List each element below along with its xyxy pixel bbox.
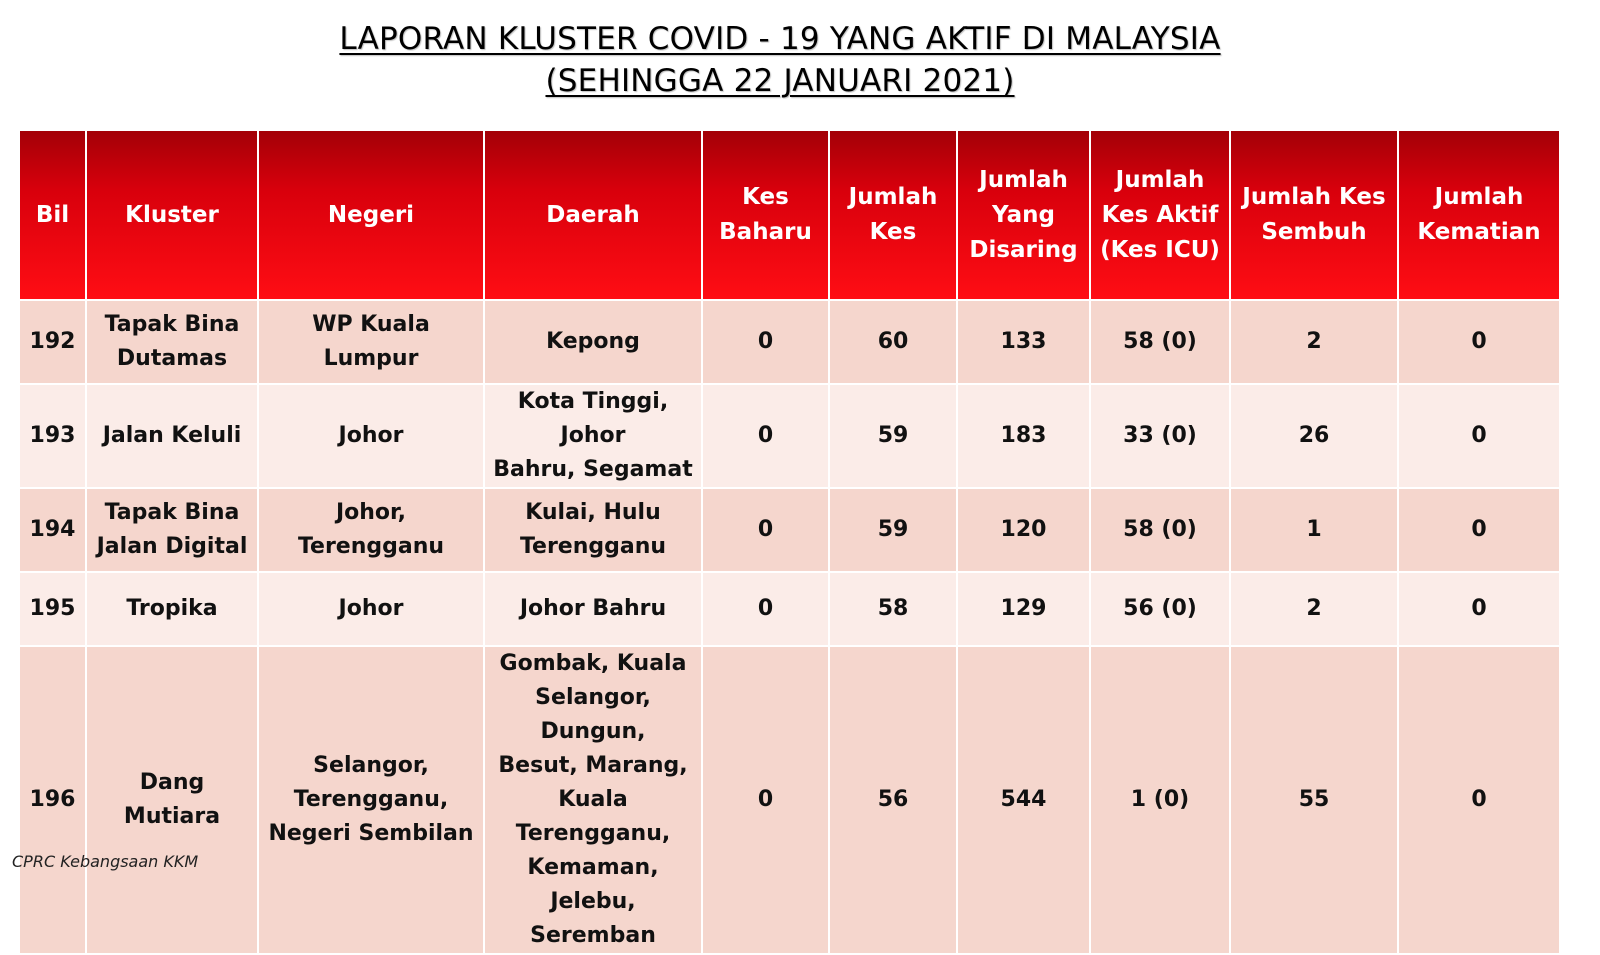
cell-kematian: 0 (1399, 301, 1559, 383)
cell-kes-baharu: 0 (703, 573, 828, 645)
header-daerah: Daerah (485, 131, 701, 299)
cell-kes-aktif: 58 (0) (1091, 489, 1229, 571)
header-negeri: Negeri (259, 131, 483, 299)
header-bil: Bil (20, 131, 85, 299)
cell-kes-baharu: 0 (703, 489, 828, 571)
cell-bil: 192 (20, 301, 85, 383)
cell-daerah: Kota Tinggi, Johor Bahru, Segamat (485, 385, 701, 487)
cell-jumlah-kes: 60 (830, 301, 956, 383)
cell-jumlah-kes: 59 (830, 489, 956, 571)
cell-kematian: 0 (1399, 647, 1559, 953)
header-kes-sembuh: Jumlah Kes Sembuh (1231, 131, 1397, 299)
report-title (0, 18, 1560, 102)
header-jumlah-kes: Jumlah Kes (830, 131, 956, 299)
cell-bil: 196 (20, 647, 85, 953)
cell-negeri: WP Kuala Lumpur (259, 301, 483, 383)
cell-kluster: Jalan Keluli (87, 385, 257, 487)
cell-kluster: Dang Mutiara (87, 647, 257, 953)
cell-kes-sembuh: 2 (1231, 301, 1397, 383)
cell-daerah: Gombak, Kuala Selangor, Dungun, Besut, Marang, Kuala Terengganu, Kemaman, Jelebu, Seremban (485, 647, 701, 953)
cell-kes-baharu: 0 (703, 385, 828, 487)
cell-kematian: 0 (1399, 385, 1559, 487)
cell-kes-sembuh: 2 (1231, 573, 1397, 645)
cell-negeri: Johor (259, 573, 483, 645)
header-kluster: Kluster (87, 131, 257, 299)
cell-bil: 195 (20, 573, 85, 645)
source-note: CPRC Kebangsaan KKM (12, 852, 199, 871)
title-line-2: (SEHINGGA 22 JANUARI 2021) (545, 63, 1015, 99)
cell-daerah: Johor Bahru (485, 573, 701, 645)
cell-jumlah-disaring: 544 (958, 647, 1089, 953)
cell-negeri: Selangor, Terengganu, Negeri Sembilan (259, 647, 483, 953)
cell-kematian: 0 (1399, 573, 1559, 645)
table-row (20, 301, 1559, 383)
cell-daerah: Kepong (485, 301, 701, 383)
cell-kes-baharu: 0 (703, 647, 828, 953)
cell-kes-aktif: 33 (0) (1091, 385, 1229, 487)
cell-kes-aktif: 56 (0) (1091, 573, 1229, 645)
cell-jumlah-disaring: 129 (958, 573, 1089, 645)
cell-kluster: Tropika (87, 573, 257, 645)
header-kematian: Jumlah Kematian (1399, 131, 1559, 299)
header-kes-aktif: Jumlah Kes Aktif (Kes ICU) (1091, 131, 1229, 299)
cell-kes-sembuh: 55 (1231, 647, 1397, 953)
header-kes-baharu: Kes Baharu (703, 131, 828, 299)
cell-jumlah-kes: 59 (830, 385, 956, 487)
cell-jumlah-disaring: 133 (958, 301, 1089, 383)
cell-kematian: 0 (1399, 489, 1559, 571)
table-row (20, 647, 1559, 953)
cell-kes-sembuh: 26 (1231, 385, 1397, 487)
cell-jumlah-kes: 58 (830, 573, 956, 645)
cell-daerah: Kulai, Hulu Terengganu (485, 489, 701, 571)
cell-kluster: Tapak Bina Dutamas (87, 301, 257, 383)
cell-kes-aktif: 1 (0) (1091, 647, 1229, 953)
cell-kes-sembuh: 1 (1231, 489, 1397, 571)
table-row (20, 489, 1559, 571)
cell-kluster: Tapak Bina Jalan Digital (87, 489, 257, 571)
cell-negeri: Johor (259, 385, 483, 487)
title-line-1: LAPORAN KLUSTER COVID - 19 YANG AKTIF DI MALAYSIA (339, 21, 1221, 57)
cell-jumlah-kes: 56 (830, 647, 956, 953)
cell-kes-aktif: 58 (0) (1091, 301, 1229, 383)
cell-kes-baharu: 0 (703, 301, 828, 383)
cell-bil: 194 (20, 489, 85, 571)
table-row (20, 573, 1559, 645)
cell-jumlah-disaring: 120 (958, 489, 1089, 571)
cluster-table (18, 129, 1561, 955)
table-header-row (20, 131, 1559, 299)
cell-bil: 193 (20, 385, 85, 487)
cell-jumlah-disaring: 183 (958, 385, 1089, 487)
table-row (20, 385, 1559, 487)
header-jumlah-disaring: Jumlah Yang Disaring (958, 131, 1089, 299)
cell-negeri: Johor, Terengganu (259, 489, 483, 571)
